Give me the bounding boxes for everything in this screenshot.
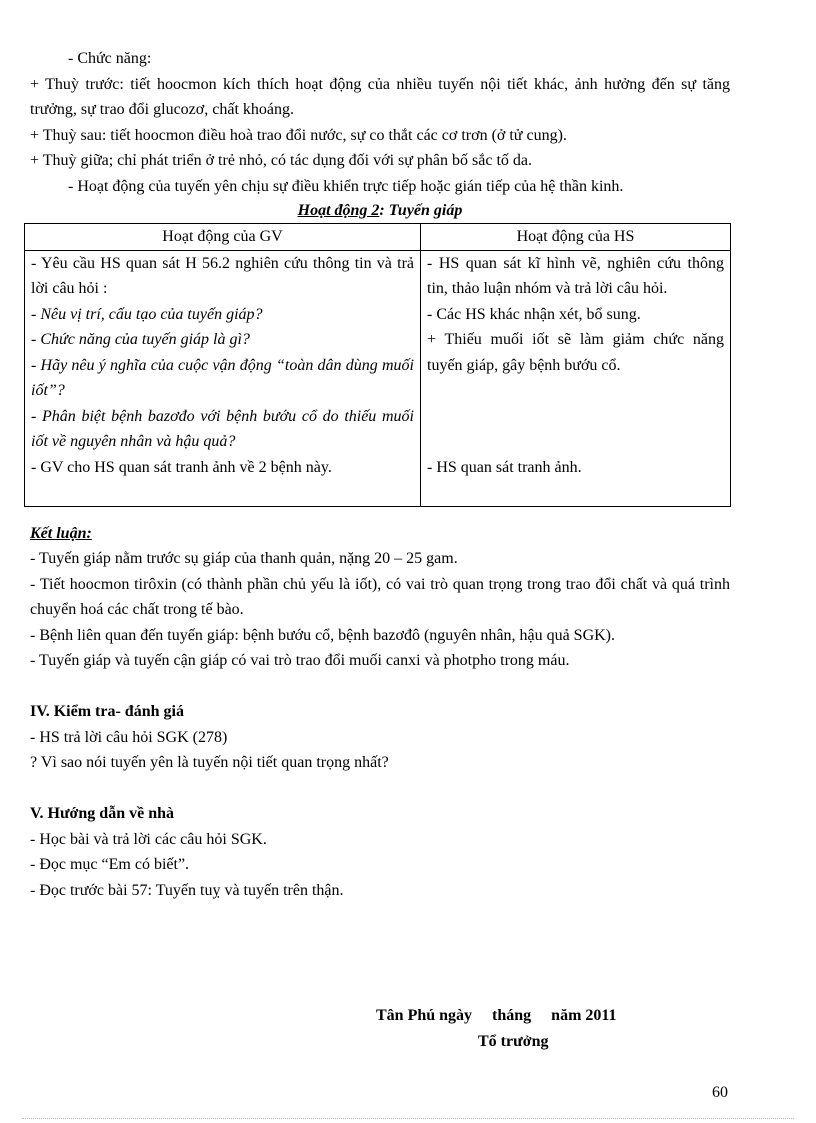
activity-title-number: Hoạt động 2 <box>297 202 380 219</box>
teacher-activities <box>25 250 421 506</box>
student-spacer <box>427 404 724 430</box>
student-item: + Thiếu muối iốt sẽ làm giảm chức năng tuyến giáp, gây bệnh bướu cổ. <box>427 331 724 374</box>
teacher-item: - Nêu vị trí, cấu tạo của tuyến giáp? <box>31 305 263 323</box>
student-item: - HS quan sát tranh ảnh. <box>427 458 582 476</box>
spacer <box>30 674 730 700</box>
section-5-line: - Đọc mục “Em có biết”. <box>30 856 190 873</box>
activity-table <box>24 223 731 507</box>
section-5-heading: V. Hướng dẫn về nhà <box>30 805 174 822</box>
teacher-item: - Hãy nêu ý nghĩa của cuộc vận động “toàn dân dùng muối iốt”? <box>31 356 414 399</box>
signature-date: Tân Phú ngày tháng năm 2011 <box>376 1007 617 1024</box>
activity-title-topic: : Tuyến giáp <box>379 202 463 219</box>
intro-line-1: + Thuỳ trước: tiết hoocmon kích thích hoạt động của nhiều tuyến nội tiết khác, ảnh hưởng đến sự tăng trưởng, sự trao đổi glucozơ, chất khoáng. <box>30 75 730 118</box>
student-item: - HS quan sát kĩ hình vẽ, nghiên cứu thông tin, thảo luận nhóm và trả lời câu hỏi. <box>427 254 724 297</box>
student-spacer <box>427 429 724 455</box>
teacher-spacer <box>31 480 414 506</box>
student-item: - Các HS khác nhận xét, bổ sung. <box>427 305 641 323</box>
table-header-row <box>25 224 731 251</box>
conclusion-item: - Tiết hoocmon tirôxin (có thành phần chủ yếu là iốt), có vai trò quan trọng trong trao đổi chất và quá trình chuyển hoá các chất trong tế bào. <box>30 575 730 618</box>
section-4-line: - HS trả lời câu hỏi SGK (278) <box>30 728 228 746</box>
page-bottom-divider <box>22 1118 794 1119</box>
function-heading: - Chức năng: <box>68 50 152 67</box>
section-4-line: ? Vì sao nói tuyến yên là tuyến nội tiết quan trọng nhất? <box>30 754 389 771</box>
activity-title <box>30 199 730 223</box>
teacher-item: - Chức năng của tuyến giáp là gì? <box>31 331 250 348</box>
conclusion-item: - Tuyến giáp và tuyến cận giáp có vai trò trao đổi muối canxi và photpho trong máu. <box>30 652 570 669</box>
document-page <box>30 46 730 903</box>
nervous-control-text: - Hoạt động của tuyến yên chịu sự điều khiển trực tiếp hoặc gián tiếp của hệ thần kinh. <box>68 177 624 195</box>
page-number: 60 <box>712 1084 728 1101</box>
conclusion-item: - Bệnh liên quan đến tuyến giáp: bệnh bướu cổ, bệnh bazơđô (nguyên nhân, hậu quả SGK). <box>30 626 616 644</box>
table-row <box>25 250 731 506</box>
teacher-item: - GV cho HS quan sát tranh ảnh về 2 bệnh này. <box>31 458 332 476</box>
teacher-item: - Yêu cầu HS quan sát H 56.2 nghiên cứu thông tin và trả lời câu hỏi : <box>31 254 414 297</box>
student-spacer <box>427 378 724 404</box>
header-student: Hoạt động của HS <box>421 224 731 251</box>
spacer <box>30 776 730 802</box>
section-5-line: - Học bài và trả lời các câu hỏi SGK. <box>30 830 267 848</box>
header-teacher: Hoạt động của GV <box>25 224 421 251</box>
section-4-heading: IV. Kiểm tra- đánh giá <box>30 703 184 720</box>
conclusion-title: Kết luận: <box>30 524 92 542</box>
signature-role: Tổ trưởng <box>478 1033 549 1050</box>
teacher-item: - Phân biệt bệnh bazơđo với bệnh bướu cổ do thiếu muối iốt về nguyên nhân và hậu quả? <box>31 407 414 450</box>
section-5-line: - Đọc trước bài 57: Tuyến tuỵ và tuyến trên thận. <box>30 881 344 899</box>
intro-line-2: + Thuỳ sau: tiết hoocmon điều hoà trao đổi nước, sự co thắt các cơ trơn (ở tử cung). <box>30 126 567 144</box>
intro-line-3: + Thuỳ giữa; chỉ phát triển ở trẻ nhỏ, có tác dụng đối với sự phân bố sắc tố da. <box>30 152 532 169</box>
conclusion-item: - Tuyến giáp nằm trước sụ giáp của thanh quản, nặng 20 – 25 gam. <box>30 550 458 567</box>
student-activities <box>421 250 731 506</box>
